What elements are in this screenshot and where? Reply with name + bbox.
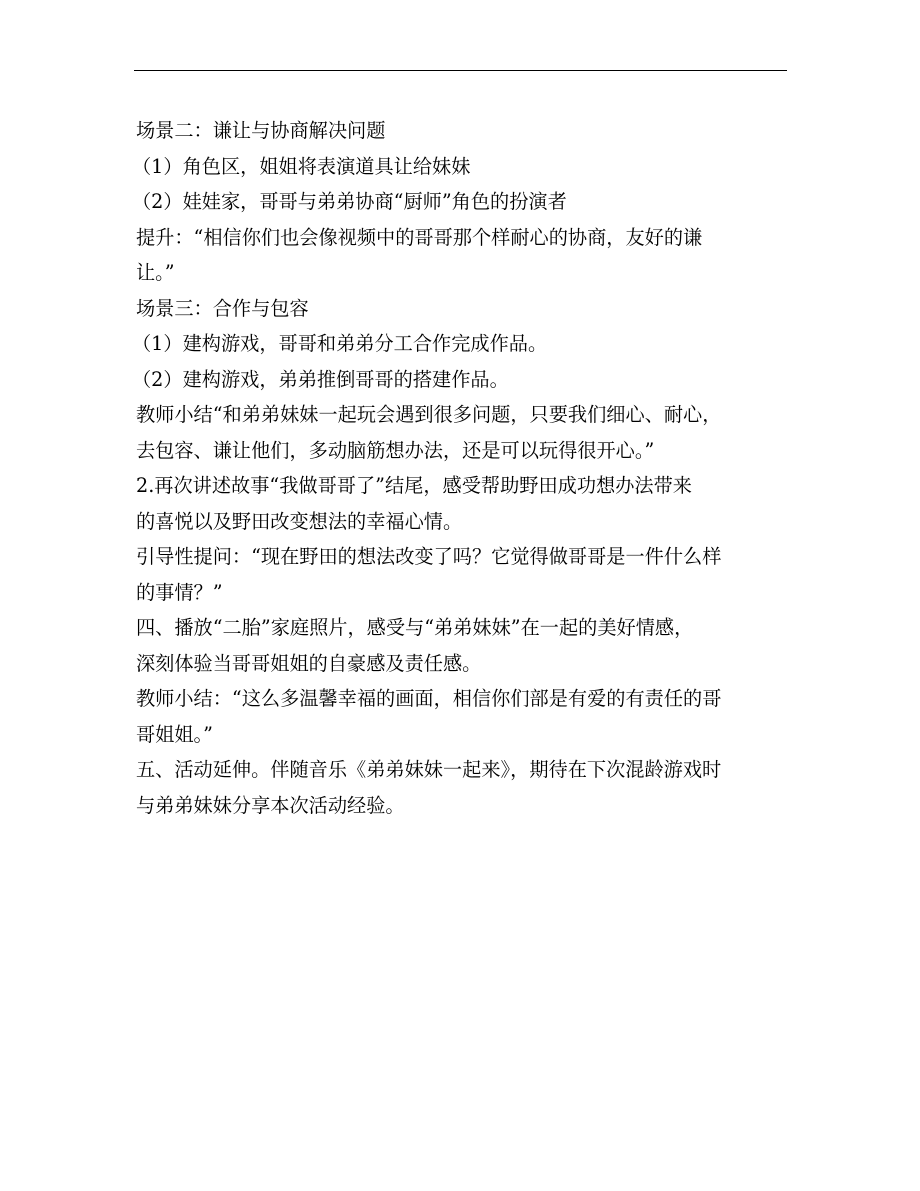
header-rule <box>134 70 787 71</box>
text-line: （1）角色区，姐姐将表演道具让给妹妹 <box>132 154 471 178</box>
text-line: 五、活动延伸。伴随音乐《弟弟妹妹一起来》，期待在下次混龄游戏时 <box>136 758 722 781</box>
text-line: 场景二：谦让与协商解决问题 <box>136 119 386 142</box>
text-line: （1）建构游戏，哥哥和弟弟分工合作完成作品。 <box>132 332 548 355</box>
text-line: 去包容、谦让他们，多动脑筋想办法，还是可以玩得很开心。” <box>136 438 655 462</box>
text-line: （2）娃娃家，哥哥与弟弟协商“厨师”角色的扮演者 <box>132 190 567 213</box>
text-line: 哥姐姐。” <box>136 722 213 746</box>
text-line: 引导性提问：“现在野田的想法改变了吗？它觉得做哥哥是一件什么样 <box>136 545 722 568</box>
text-line: 教师小结：“这么多温馨幸福的画面，相信你们部是有爱的有责任的哥 <box>136 687 722 710</box>
text-line: 教师小结“和弟弟妹妹一起玩会遇到很多问题，只要我们细心、耐心， <box>136 403 722 426</box>
text-line: 场景三：合作与包容 <box>136 296 309 320</box>
document-body <box>132 113 796 823</box>
text-line: 提升：“相信你们也会像视频中的哥哥那个样耐心的协商，友好的谦 <box>136 225 703 249</box>
text-line: 四、播放“二胎”家庭照片，感受与“弟弟妹妹”在一起的美好情感， <box>136 616 694 639</box>
text-line: 深刻体验当哥哥姐姐的自豪感及责任感。 <box>136 651 482 675</box>
text-line: 2.再次讲述故事“我做哥哥了”结尾，感受帮助野田成功想办法带来 <box>136 474 692 497</box>
text-line: 与弟弟妹妹分享本次活动经验。 <box>136 793 405 817</box>
text-line: 的喜悦以及野田改变想法的幸福心情。 <box>136 509 463 533</box>
text-line: 让。” <box>136 261 175 284</box>
text-line: 的事情？” <box>136 580 223 604</box>
text-line: （2）建构游戏，弟弟推倒哥哥的搭建作品。 <box>132 367 509 391</box>
